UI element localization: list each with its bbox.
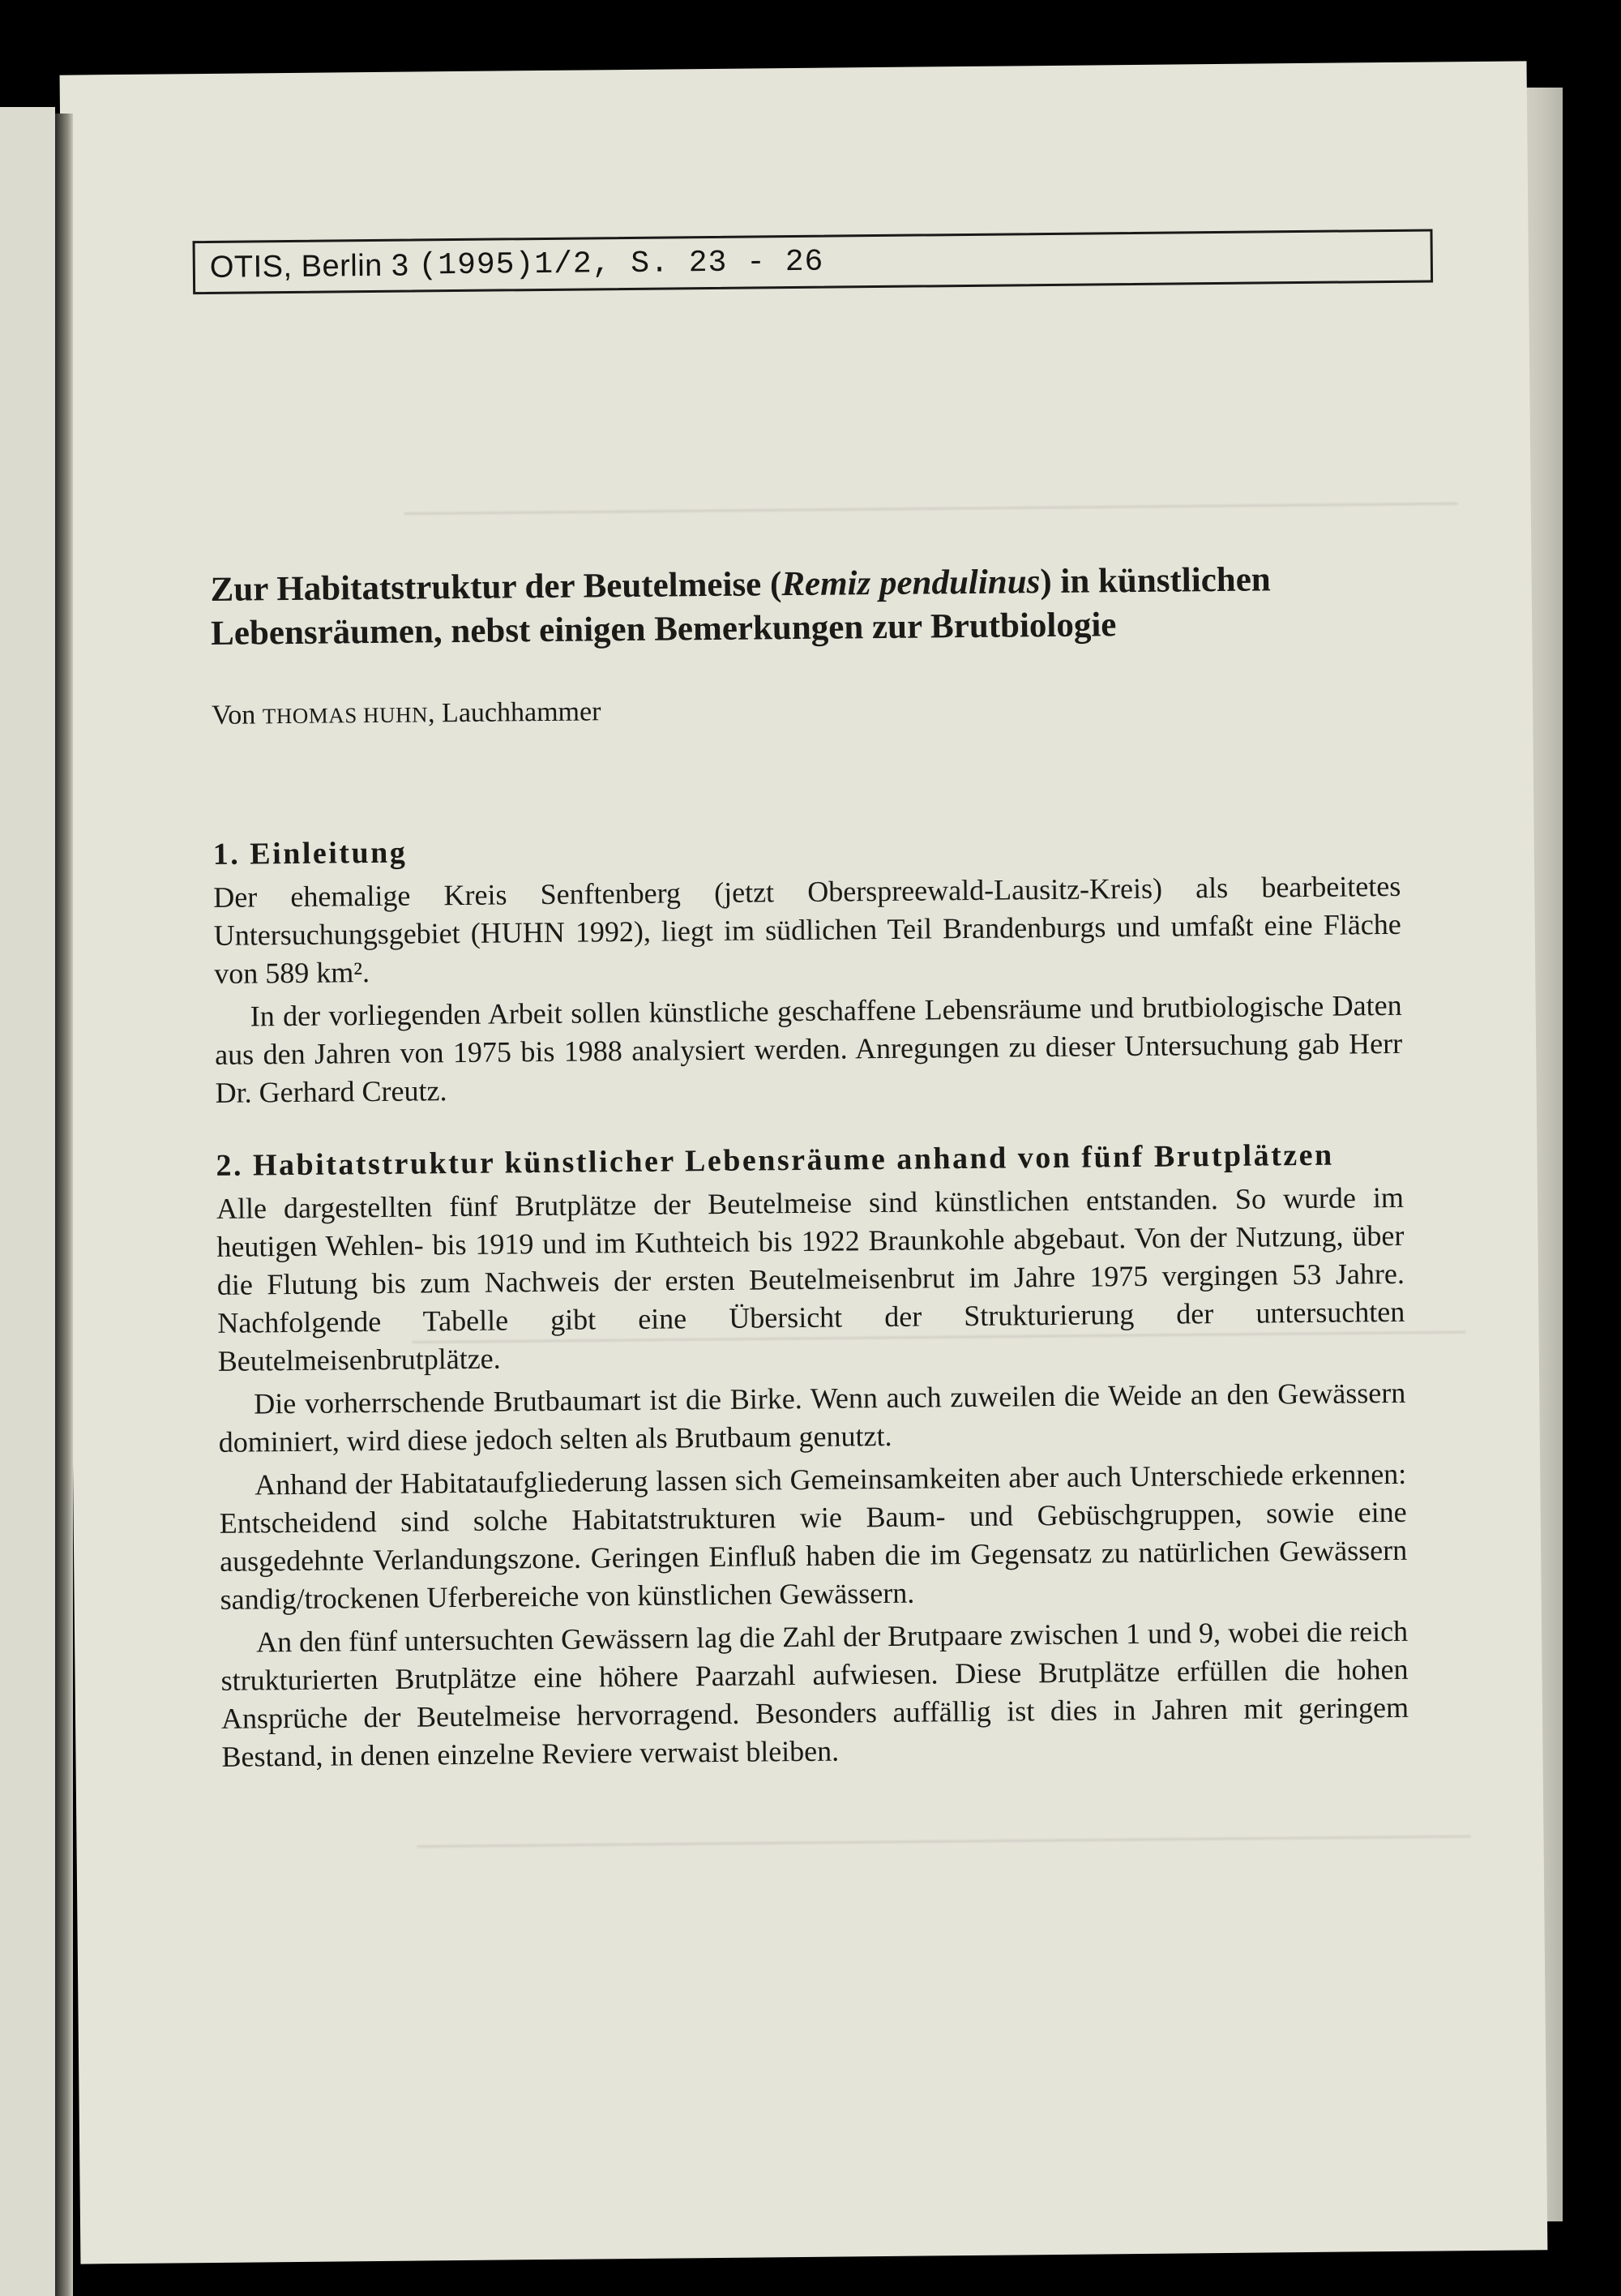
paragraph: In der vorliegenden Arbeit sollen künstliche geschaffene Lebensräume und brutbiologische Daten aus den Jahren von 1975 bis 1988 analysiert werden. Anregungen zu dieser Untersuchung gab Herr Dr. Gerhard Creutz. bbox=[214, 988, 1403, 1109]
author-location: , Lauchhammer bbox=[427, 696, 601, 729]
paragraph: Die vorherrschende Brutbaumart ist die Birke. Wenn auch zuweilen die Weide an den Gewässern dominiert, wird diese jedoch selten als Brutbaum genutzt. bbox=[218, 1376, 1406, 1459]
article-title bbox=[210, 557, 1398, 656]
section-heading-habitatstruktur: 2. Habitatstruktur künstlicher Lebensräume anhand von fünf Brutplätzen bbox=[216, 1137, 1334, 1183]
title-part-2: ) in künstlichen Lebensräumen, nebst einigen Bemerkungen zur Brutbiologie bbox=[210, 560, 1271, 653]
citation-header-box bbox=[193, 229, 1434, 294]
paragraph: Alle dargestellten fünf Brutplätze der Beutelmeise sind künstlichen entstanden. So wurde im heutigen Wehlen- bis 1919 und im Kuthteich bis 1922 Braunkohle abgebaut. Von der Nutzung, über die Flutung bis zum Nachweis der ersten Beutelmeisenbrut im Jahre 1975 vergingen 53 Jahre. Nachfolgende Tabelle gibt eine Übersicht der Strukturierung der untersuchten Beutelmeisenbrutplätze. bbox=[216, 1180, 1405, 1377]
binding-gutter-shadow bbox=[55, 114, 73, 2296]
section-heading-einleitung: 1. Einleitung bbox=[212, 835, 408, 872]
article-content bbox=[210, 557, 1409, 1776]
previous-page-edge bbox=[0, 107, 55, 2296]
paragraph: Der ehemalige Kreis Senftenberg (jetzt Oberspreewald-Lausitz-Kreis) als bearbeitetes Untersuchungsgebiet (HUHN 1992), liegt im südlichen Teil Brandenburgs und umfaßt eine Fläche von 589 km². bbox=[213, 869, 1401, 990]
journal-city-volume: , Berlin 3 bbox=[283, 248, 409, 284]
paragraph: An den fünf untersuchten Gewässern lag die Zahl der Brutpaare zwischen 1 und 9, wobei die reich strukturierten Brutplätze eine höhere Paarzahl aufwiesen. Diese Brutplätze erfüllen die hohen Ansprüche der Beutelmeise hervorragend. Besonders auffällig ist dies in Jahren mit geringem Bestand, in denen einzelne Reviere verwaist bleiben. bbox=[220, 1614, 1409, 1773]
species-name: Remiz pendulinus bbox=[781, 563, 1041, 604]
byline-prefix: Von bbox=[211, 700, 263, 730]
journal-title: OTIS bbox=[209, 249, 284, 285]
title-part-1: Zur Habitatstruktur der Beutelmeise ( bbox=[210, 565, 782, 609]
byline bbox=[212, 687, 1399, 735]
paragraph: Anhand der Habitataufgliederung lassen sich Gemeinsamkeiten aber auch Unterschiede erkennen: Entscheidend sind solche Habitatstrukturen wie Baum- und Gebüschgruppen, sowie eine ausgedehnte Verlandungszone. Geringen Einfluß haben die im Gegensatz zu natürlichen Gewässern sandig/trockenen Uferbereiche von künstlichen Gewässern. bbox=[219, 1457, 1408, 1616]
author-name: THOMAS HUHN bbox=[262, 702, 429, 729]
journal-name bbox=[210, 248, 409, 285]
journal-issue-pages: (1995)1/2, S. 23 - 26 bbox=[418, 244, 824, 283]
journal-page bbox=[60, 61, 1548, 2264]
